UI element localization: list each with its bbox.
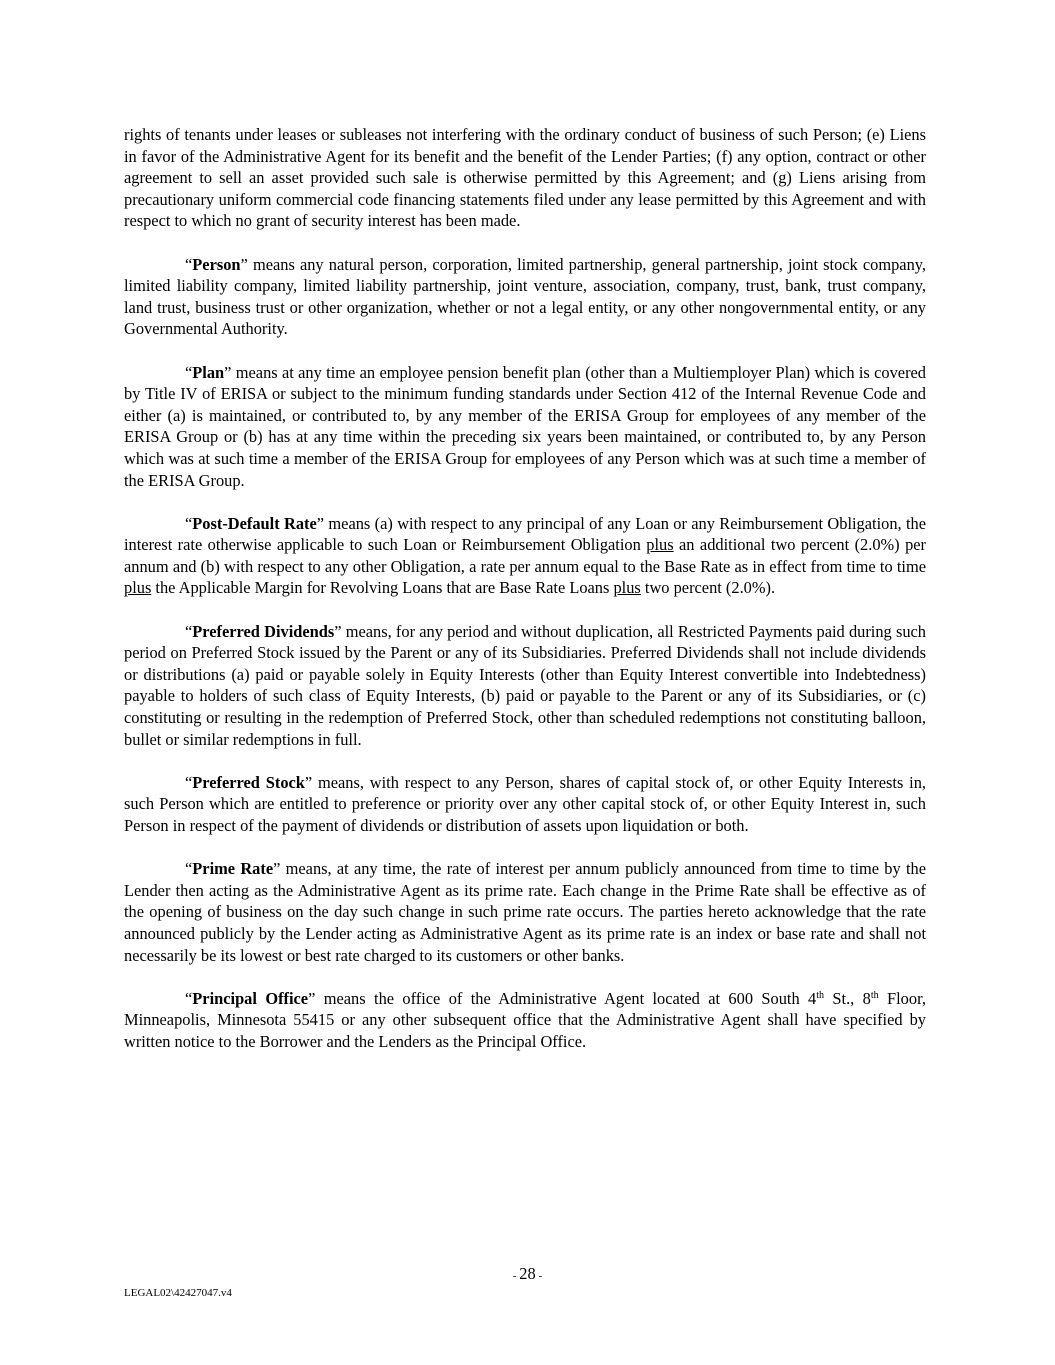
continuation-paragraph: rights of tenants under leases or subleases not interfering with the ordinary conduct of business of such Person; (e) Liens in favor of the Administrative Agent for its benefit and the benefit of the Lender Parties; (f) any option, contract or other agreement to sell an asset provided such sale is otherwise permitted by this Agreement; and (g) Liens arising from precautionary uniform commercial code financing statements filed under any lease permitted by this Agreement and with respect to which no grant of security interest has been made. xyxy=(124,125,926,231)
defined-term: Prime Rate xyxy=(192,859,274,879)
definition-post-default-rate xyxy=(124,513,926,599)
open-quote: “ xyxy=(185,362,193,382)
definition-text: ” means any natural person, corporation, limited partnership, general partnership, joint stock company, limited liability company, limited liability partnership, joint venture, association, company, trust, bank, trust company, land trust, business trust or other organization, whether or not a legal entity, or any other nongovernmental entity, or any Governmental Authority. xyxy=(124,254,926,339)
document-id: LEGAL02\42427047.v4 xyxy=(124,1287,232,1299)
superscript-th: th xyxy=(870,989,879,1001)
open-quote: “ xyxy=(185,988,193,1008)
definition-text: St., 8 xyxy=(824,988,871,1008)
page-number xyxy=(0,1264,1055,1284)
definition-text: ” means the office of the Administrative Agent located at 600 South 4 xyxy=(308,988,817,1008)
definition-text: an additional two percent (2.0%) per annum and (b) with respect to any other Obligation, a rate per annum equal to the Base Rate as in effect from time to time xyxy=(124,535,927,576)
superscript-th: th xyxy=(816,989,825,1001)
open-quote: “ xyxy=(185,254,193,274)
defined-term: Person xyxy=(192,254,241,274)
definition-person xyxy=(124,254,926,340)
definition-text: ” means at any time an employee pension benefit plan (other than a Multiemployer Plan) which is covered by Title IV of ERISA or subject to the minimum funding standards under Section 412 of the Internal Revenue Code and either (a) is maintained, or contributed to, by any member of the ERISA Group for employees of any member of the ERISA Group or (b) has at any time within the preceding six years been maintained, or contributed to, by any Person which was at such time a member of the ERISA Group for employees of any Person which was at such time a member of the ERISA Group. xyxy=(124,362,926,490)
definition-prime-rate xyxy=(124,858,926,966)
definition-text: Floor, Minneapolis, Minnesota 55415 or any other subsequent office that the Administrative Agent shall have specified by written notice to the Borrower and the Lenders as the Principal Office. xyxy=(124,988,926,1051)
definition-text: ” means, at any time, the rate of interest per annum publicly announced from time to time by the Lender then acting as the Administrative Agent as its prime rate. Each change in the Prime Rate shall be effective as of the opening of business on the day such change in such prime rate occurs. The parties hereto acknowledge that the rate announced publicly by the Lender acting as Administrative Agent as its prime rate is an index or base rate and shall not necessarily be its lowest or best rate charged to its customers or other banks. xyxy=(124,859,926,965)
page-number-dash-left: - xyxy=(512,1270,520,1282)
definition-plan xyxy=(124,362,926,492)
defined-term: Preferred Dividends xyxy=(192,621,335,641)
open-quote: “ xyxy=(185,513,193,533)
definition-text: ” means (a) with respect to any principal of any Loan or any Reimbursement Obligation, the interest rate otherwise applicable to such Loan or Reimbursement Obligation xyxy=(124,513,926,555)
open-quote: “ xyxy=(185,621,193,641)
page-number-dash-right: - xyxy=(535,1270,543,1282)
definition-preferred-stock xyxy=(124,772,926,837)
definition-preferred-dividends xyxy=(124,621,926,751)
definition-text: ” means, for any period and without duplication, all Restricted Payments paid during such period on Preferred Stock issued by the Parent or any of its Subsidiaries. Preferred Dividends shall not include dividends or distributions (a) paid or payable solely in Equity Interests (other than Equity Interest convertible into Indebtedness) payable to holders of such class of Equity Interests, (b) paid or payable to the Parent or any of its Subsidiaries, or (c) constituting or resulting in the redemption of Preferred Stock, other than scheduled redemptions not constituting balloon, bullet or similar redemptions in full. xyxy=(124,621,926,749)
open-quote: “ xyxy=(185,859,193,879)
definition-text: two percent (2.0%). xyxy=(640,578,776,598)
definition-principal-office xyxy=(124,988,926,1053)
defined-term: Plan xyxy=(192,362,225,382)
defined-term: Principal Office xyxy=(192,988,309,1008)
document-body xyxy=(124,124,926,1074)
defined-term: Post-Default Rate xyxy=(192,513,317,533)
page-number-value: 28 xyxy=(519,1264,536,1283)
definition-text: the Applicable Margin for Revolving Loans that are Base Rate Loans xyxy=(151,578,614,598)
open-quote: “ xyxy=(185,772,193,792)
defined-term: Preferred Stock xyxy=(192,772,305,792)
definition-text: ” means, with respect to any Person, shares of capital stock of, or other Equity Interests in, such Person which are entitled to preference or priority over any other capital stock of, or other Equity Interest in, such Person in respect of the payment of dividends or distribution of assets upon liquidation or both. xyxy=(124,772,926,835)
underlined-plus: plus xyxy=(613,578,641,598)
underlined-plus: plus xyxy=(124,578,152,598)
underlined-plus: plus xyxy=(646,535,674,555)
